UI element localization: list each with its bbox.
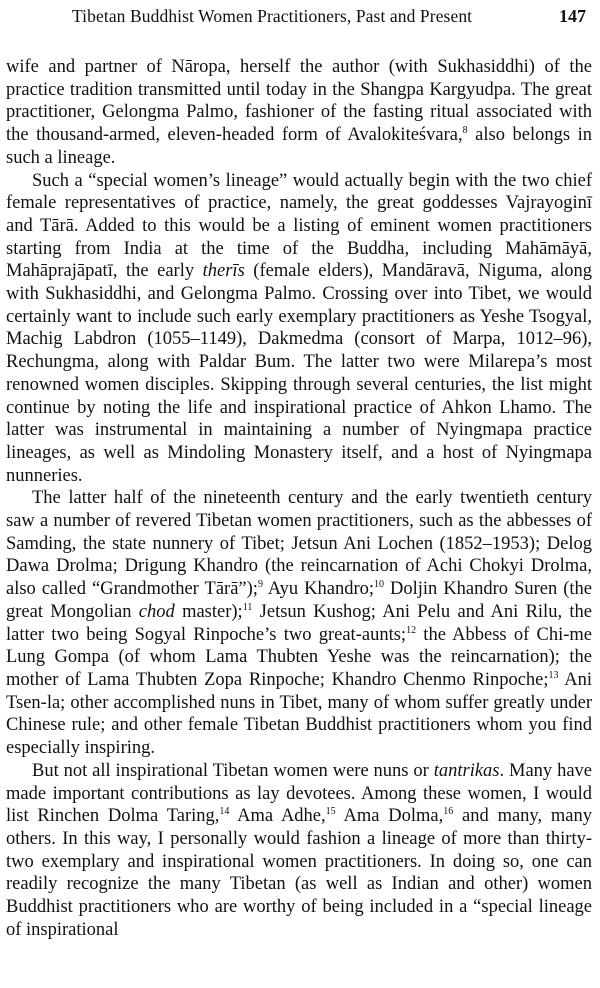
paragraph: The latter half of the nineteenth century and the early twentieth century saw a number of revered Tibetan women practitioners, such as the abbesses of Samding, the state nunnery of Tibet; Jetsun Ani Lochen (1852–1953); Delog Dawa Drolma; Drigung Khandro (the reincarnation of Achi Chokyi Drolma, also called “Grandmother Tārā”);$^9$ Ayu Khandro;$^{10}$ Doljin Khandro Suren (the great Mongolian chod master);$^{11}$ Jetsun Kushog; Ani Pelu and Ani Rilu, the latter two being Sogyal Rinpoche’s two great-aunts;$^{12}$ the Abbess of Chi-me Lung Gompa (of whom Lama Thubten Yeshe was the reincarnation); the mother of Lama Thubten Zopa Rinpoche; Khandro Chenmo Rinpoche;$^{13}$ Ani Tsen-la; other accomplished nuns in Tibet, many of whom suffer greatly under Chinese rule; and other female Tibetan Buddhist practitioners whom you find especially inspiring. (6, 488, 593, 759)
page-number: 147 (559, 6, 586, 26)
running-header (6, 0, 592, 30)
paragraph: But not all inspirational Tibetan women were nuns or tantrikas. Many have made important contributions as lay devotees. Among these women, I would list Rinchen Dolma Taring,$^{14}$ Ama Adhe,$^{15}$ Ama Dolma,$^{16}$ and many, many others. In this way, I personally would fashion a lineage of more than thirty-two exemplary and inspirational women practitioners. In doing so, one can readily recognize the many Tibetan (as well as Indian and other) women Buddhist practitioners who are worthy of being included in a “special lineage of inspirational (6, 760, 593, 940)
paragraph: wife and partner of Nāropa, herself the author (with Sukhasiddhi) of the practice tradition transmitted until today in the Shangpa Kargyudpa. The great practitioner, Gelongma Palmo, fashioner of the fasting ritual associated with the thousand-armed, eleven-headed form of Avalokiteśvara,$^8$ also belongs in such a lineage. (6, 57, 592, 168)
paragraph: Such a “special women’s lineage” would actually begin with the two chief female representatives of practice, namely, the great goddesses Vajrayoginī and Tārā. Added to this would be a listing of eminent women practitioners starting from India at the time of the Buddha, including Mahāmāyā, Mahāprajāpatī, the early therīs (female elders), Mandāravā, Niguma, along with Sukhasiddhi, and Gelongma Palmo. Crossing over into Tibet, we would certainly want to include such early exemplary practitioners as Yeshe Tsogyal, Machig Labdron (1055–1149), Dakmedma (consort of Marpa, 1012–96), Rechungma, along with Paldar Bum. The latter two were Milarepa’s most renowned women disciples. Skipping through several centuries, the list might continue by noting the life and inspirational practice of Ahkon Lhamo. The latter was instrumental in maintaining a number of Nyingmapa practice lineages, as well as Mindoling Monastery itself, and a host of Nyingmapa nunneries. (6, 170, 592, 486)
running-title: Tibetan Buddhist Women Practitioners, Past and Present (72, 6, 473, 26)
body-text (6, 56, 592, 941)
